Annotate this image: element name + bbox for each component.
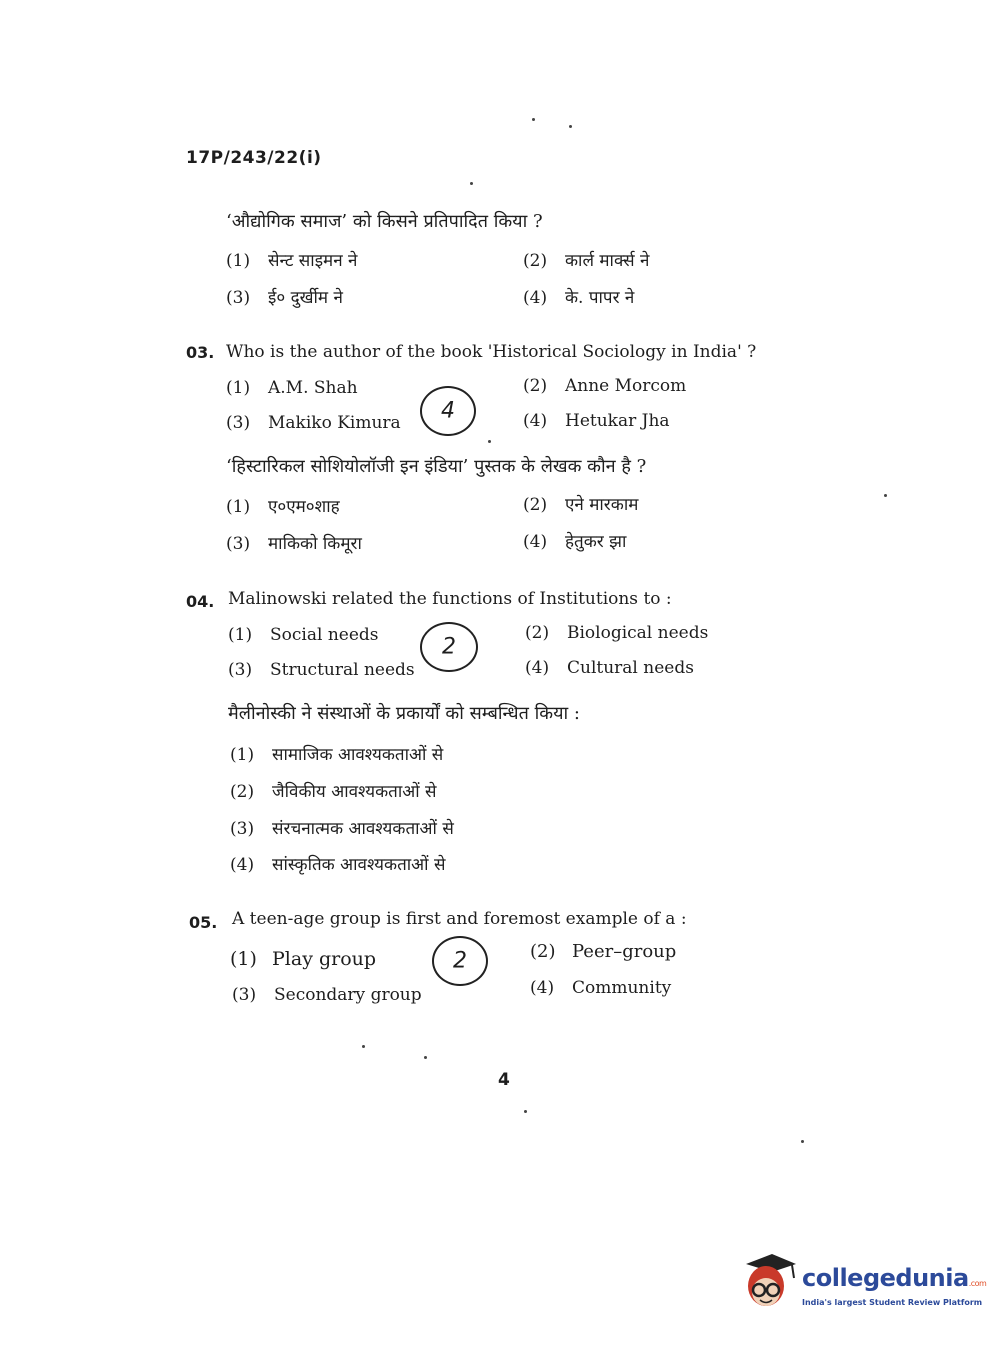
q5-marked-answer-circle <box>432 936 488 986</box>
scan-speck <box>524 1110 527 1113</box>
q2-hindi-text: ‘औद्योगिक समाज’ को किसने प्रतिपादित किया ? <box>226 211 543 232</box>
q4-text: Malinowski related the functions of Institutions to : <box>228 589 672 609</box>
q4-number: 04. <box>186 592 215 611</box>
q4-hindi-option-3: (3) संरचनात्मक आवश्यकताओं से <box>230 819 454 839</box>
scan-speck <box>470 182 473 185</box>
q5-number: 05. <box>189 913 218 932</box>
q4-option-4: (4) Cultural needs <box>525 658 694 678</box>
q4-hindi-text: मैलीनोस्की ने संस्थाओं के प्रकार्यों को सम्बन्धित किया : <box>228 703 580 724</box>
collegedunia-logo <box>742 1250 987 1322</box>
q4-hindi-option-2: (2) जैविकीय आवश्यकताओं से <box>230 782 437 802</box>
q4-option-2: (2) Biological needs <box>525 623 709 643</box>
q3-hindi-option-1: (1) ए०एम०शाह <box>226 497 340 517</box>
q5-option-4: (4) Community <box>530 978 672 998</box>
q4-option-1: (1) Social needs <box>228 625 379 645</box>
q3-hindi-text: ‘हिस्टारिकल सोशियोलॉजी इन इंडिया’ पुस्तक के लेखक कौन है ? <box>226 456 647 477</box>
q3-marked-answer: 4 <box>441 398 455 424</box>
q5-option-1: (1) Play group <box>230 948 377 970</box>
q4-marked-answer-circle <box>420 622 478 672</box>
q3-hindi-option-2: (2) एने मारकाम <box>523 495 639 515</box>
q3-option-3: (3) Makiko Kimura <box>226 413 401 433</box>
q3-option-4: (4) Hetukar Jha <box>523 411 670 431</box>
mascot-icon <box>742 1250 798 1312</box>
scan-speck <box>569 125 572 128</box>
paper-code: 17P/243/22(i) <box>186 148 322 168</box>
q3-marked-answer-circle <box>420 386 476 436</box>
q3-number: 03. <box>186 343 215 362</box>
scan-speck <box>801 1140 804 1143</box>
q3-hindi-option-4: (4) हेतुकर झा <box>523 532 627 552</box>
q3-option-2: (2) Anne Morcom <box>523 376 687 396</box>
logo-tagline: India's largest Student Review Platform <box>802 1298 983 1307</box>
q4-hindi-option-1: (1) सामाजिक आवश्यकताओं से <box>230 745 444 765</box>
q2-hindi-option-4: (4) के. पापर ने <box>523 288 635 308</box>
q4-hindi-option-4: (4) सांस्कृतिक आवश्यकताओं से <box>230 855 446 875</box>
q5-option-3: (3) Secondary group <box>232 985 422 1005</box>
q5-text: A teen-age group is first and foremost example of a : <box>232 909 687 929</box>
q5-marked-answer: 2 <box>453 948 467 974</box>
q2-hindi-option-3: (3) ई० दुर्खीम ने <box>226 288 343 308</box>
scan-speck <box>532 118 535 121</box>
q4-marked-answer: 2 <box>442 634 456 660</box>
q4-option-3: (3) Structural needs <box>228 660 415 680</box>
scan-speck <box>362 1045 365 1048</box>
q3-text: Who is the author of the book 'Historical Sociology in India' ? <box>226 342 757 362</box>
logo-wordmark: collegedunia.com <box>802 1264 987 1292</box>
q3-hindi-option-3: (3) माकिको किमूरा <box>226 534 362 554</box>
q5-option-2: (2) Peer–group <box>530 941 677 962</box>
scan-speck <box>884 494 887 497</box>
scan-speck <box>424 1056 427 1059</box>
q2-hindi-option-1: (1) सेन्ट साइमन ने <box>226 251 358 271</box>
scan-speck <box>488 440 491 443</box>
q2-hindi-option-2: (2) कार्ल मार्क्स ने <box>523 251 650 271</box>
page-number: 4 <box>498 1070 510 1090</box>
q3-option-1: (1) A.M. Shah <box>226 378 358 398</box>
